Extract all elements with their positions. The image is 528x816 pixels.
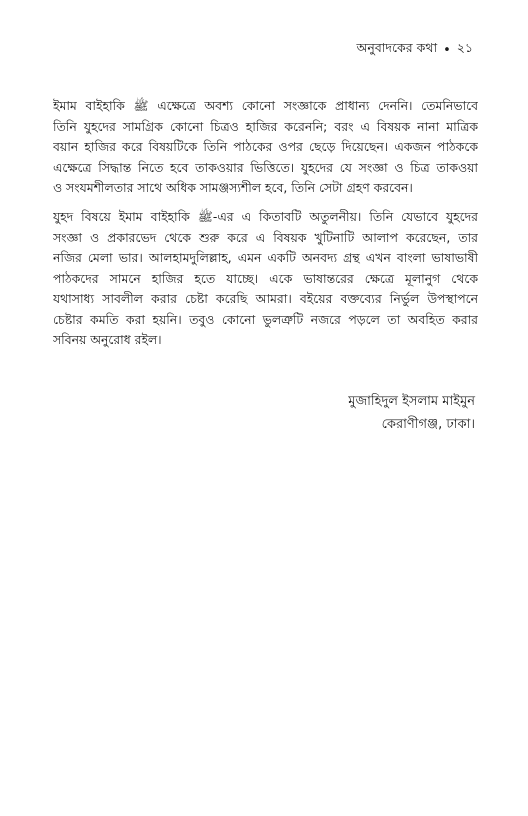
paragraph-1 bbox=[53, 96, 478, 199]
page-number: ২১ bbox=[456, 40, 473, 55]
paragraph-line: বয়ান হাজির করে বিষয়টিকে তিনি পাঠকের ওপর ছেড়ে দিয়েছেন। একজন পাঠককে bbox=[53, 139, 478, 154]
paragraph-line: চেষ্টার কমতি করা হয়নি। তবুও কোনো ভুলত্রুটি নজরে পড়লে তা অবহিত করার bbox=[53, 311, 478, 327]
paragraph-line: নজির মেলা ভার। আলহামদুলিল্লাহ, এমন একটি অনবদ্য গ্রন্থ এখন বাংলা ভাষাভাষী bbox=[53, 250, 478, 265]
paragraph-line: ইমাম বাইহাকি ﷺ এক্ষেত্রে অবশ্য কোনো সংজ্ঞাকে প্রাধান্য দেননি। তেমনিভাবে bbox=[53, 98, 478, 113]
translator-signature bbox=[348, 390, 475, 436]
paragraph-line: ও সংযমশীলতার সাথে অধিক সামঞ্জস্যশীল হবে, তিনি সেটা গ্রহণ করবেন। bbox=[53, 180, 413, 195]
signature-place: কেরাণীগঞ্জ, ঢাকা। bbox=[381, 417, 475, 432]
paragraph-line: এক্ষেত্রে সিদ্ধান্ত নিতে হবে তাকওয়ার ভিত্তিতে। যুহদের যে সংজ্ঞা ও চিত্র তাকওয়া bbox=[53, 159, 478, 175]
running-header bbox=[357, 40, 473, 60]
paragraph-line: সবিনয় অনুরোধ রইল। bbox=[53, 332, 162, 347]
paragraph-line: যুহদ বিষয়ে ইমাম বাইহাকি ﷺ-এর এ কিতাবটি অতুলনীয়। তিনি যেভাবে যুহদের bbox=[53, 209, 478, 224]
paragraph-line: যথাসাধ্য সাবলীল করার চেষ্টা করেছি আমরা। বইয়ের বক্তব্যের নির্ভুল উপস্থাপনে bbox=[53, 291, 478, 306]
paragraph-2 bbox=[53, 207, 478, 351]
bullet-separator: • bbox=[443, 42, 451, 58]
running-header-title: অনুবাদকের কথা bbox=[356, 40, 438, 55]
paragraph-line: পাঠকদের সামনে হাজির হতে যাচ্ছে। একে ভাষান্তরের ক্ষেত্রে মূলানুগ থেকে bbox=[53, 270, 478, 286]
translator-name: মুজাহিদুল ইসলাম মাইমুন bbox=[348, 394, 475, 409]
paragraph-line: সংজ্ঞা ও প্রকারভেদ থেকে শুরু করে এ বিষয়ক খুটিনাটি আলাপ করেছেন, তার bbox=[53, 229, 478, 245]
paragraph-line: তিনি যুহদের সামগ্রিক কোনো চিত্রও হাজির করেননি; বরং এ বিষয়ক নানা মাত্রিক bbox=[53, 118, 478, 134]
